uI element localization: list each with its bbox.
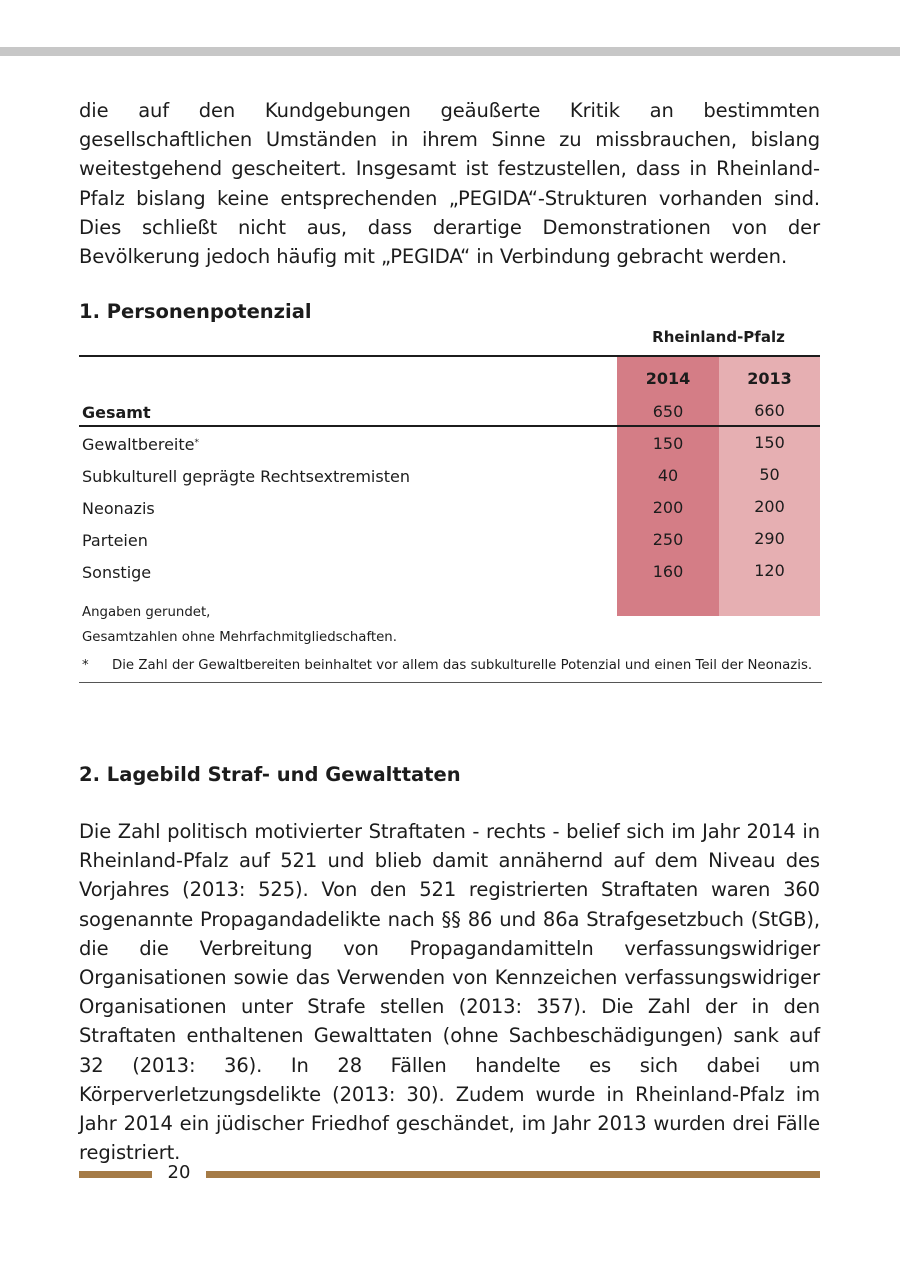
cell-gesamt-2013: 660	[754, 401, 785, 420]
cell-2014: 250	[652, 530, 684, 549]
lagebild-paragraph: Die Zahl politisch motivierter Straftaten - rechts - belief sich im Jahr 2014 in Rheinland-Pfalz auf 521 und blieb damit annähernd auf dem Niveau des Vorjahres (2013: 525). Von den 521 registrierten Straftaten waren 360 sogenannte Propagandadelikte nach §§ 86 und 86a Strafgesetzbuch (StGB), die die Verbreitung von Propagandamitteln verfassungswidriger Organisationen sowie das Verwenden von Kennzeichen verfassungswidriger Organisationen unter Strafe stellen (2013: 357). Die Zahl der in den Straftaten enthaltenen Gewalttaten (ohne Sachbeschädigungen) sank auf 32 (2013: 36). In 28 Fällen handelte es sich dabei um Körperverletzungsdelikte (2013: 30). Zudem wurde in Rheinland-Pfalz im Jahr 2014 ein jüdischer Friedhof geschändet, im Jahr 2013 wurden drei Fälle registriert.	[79, 820, 820, 1165]
cell-gesamt-2014: 650	[652, 402, 684, 421]
row-label: Gewaltbereite*	[82, 435, 199, 454]
table-note-rounded: Angaben gerundet,	[82, 605, 211, 620]
cell-2014: 160	[652, 562, 684, 581]
table-total-rule	[79, 425, 820, 427]
table-region-header: Rheinland-Pfalz	[652, 328, 785, 346]
cell-2013: 290	[754, 529, 785, 548]
cell-2014: 150	[652, 434, 684, 453]
row-label: Sonstige	[82, 563, 152, 582]
column-header-2013: 2013	[747, 369, 792, 388]
cell-2014: 40	[657, 466, 679, 485]
table-bottom-rule	[79, 682, 822, 683]
column-header-2014: 2014	[645, 369, 691, 388]
row-label: Neonazis	[82, 499, 155, 518]
footnote-marker: *	[194, 438, 199, 448]
cell-2014: 200	[652, 498, 684, 517]
table-footnote	[82, 657, 822, 675]
cell-2013: 200	[754, 497, 785, 516]
row-label: Subkulturell geprägte Rechtsextremisten	[82, 467, 410, 486]
table-note-totals: Gesamtzahlen ohne Mehrfachmitgliedschaften.	[82, 630, 397, 645]
cell-2013: 120	[754, 561, 785, 580]
page-number: 20	[167, 1162, 191, 1183]
cell-2013: 150	[754, 433, 785, 452]
row-label: Parteien	[82, 531, 148, 550]
table-top-rule	[79, 355, 820, 357]
footer-rule-right	[206, 1171, 820, 1178]
row-label-gesamt: Gesamt	[82, 403, 151, 422]
intro-paragraph: die auf den Kundgebungen geäußerte Kritik an bestimmten gesellschaftlichen Umständen in ihrem Sinne zu missbrauchen, bislang weitestgehend gescheitert. Insgesamt ist festzustellen, dass in Rheinland-Pfalz bislang keine entsprechenden „PEGIDA“-Strukturen vorhanden sind. Dies schließt nicht aus, dass derartige Demonstrationen von der Bevölkerung jedoch häufig mit „PEGIDA“ in Verbindung gebracht werden.	[79, 99, 820, 269]
section-heading-personenpotenzial: 1. Personenpotenzial	[79, 300, 312, 323]
footnote-mark: *	[82, 658, 89, 673]
section-heading-lagebild: 2. Lagebild Straf- und Gewalttaten	[79, 763, 461, 786]
header-rule	[0, 47, 900, 56]
footer-rule-left	[79, 1171, 152, 1178]
footnote-text: Die Zahl der Gewaltbereiten beinhaltet vor allem das subkulturelle Potenzial und einen Teil der Neonazis.	[112, 658, 813, 673]
cell-2013: 50	[759, 465, 780, 484]
